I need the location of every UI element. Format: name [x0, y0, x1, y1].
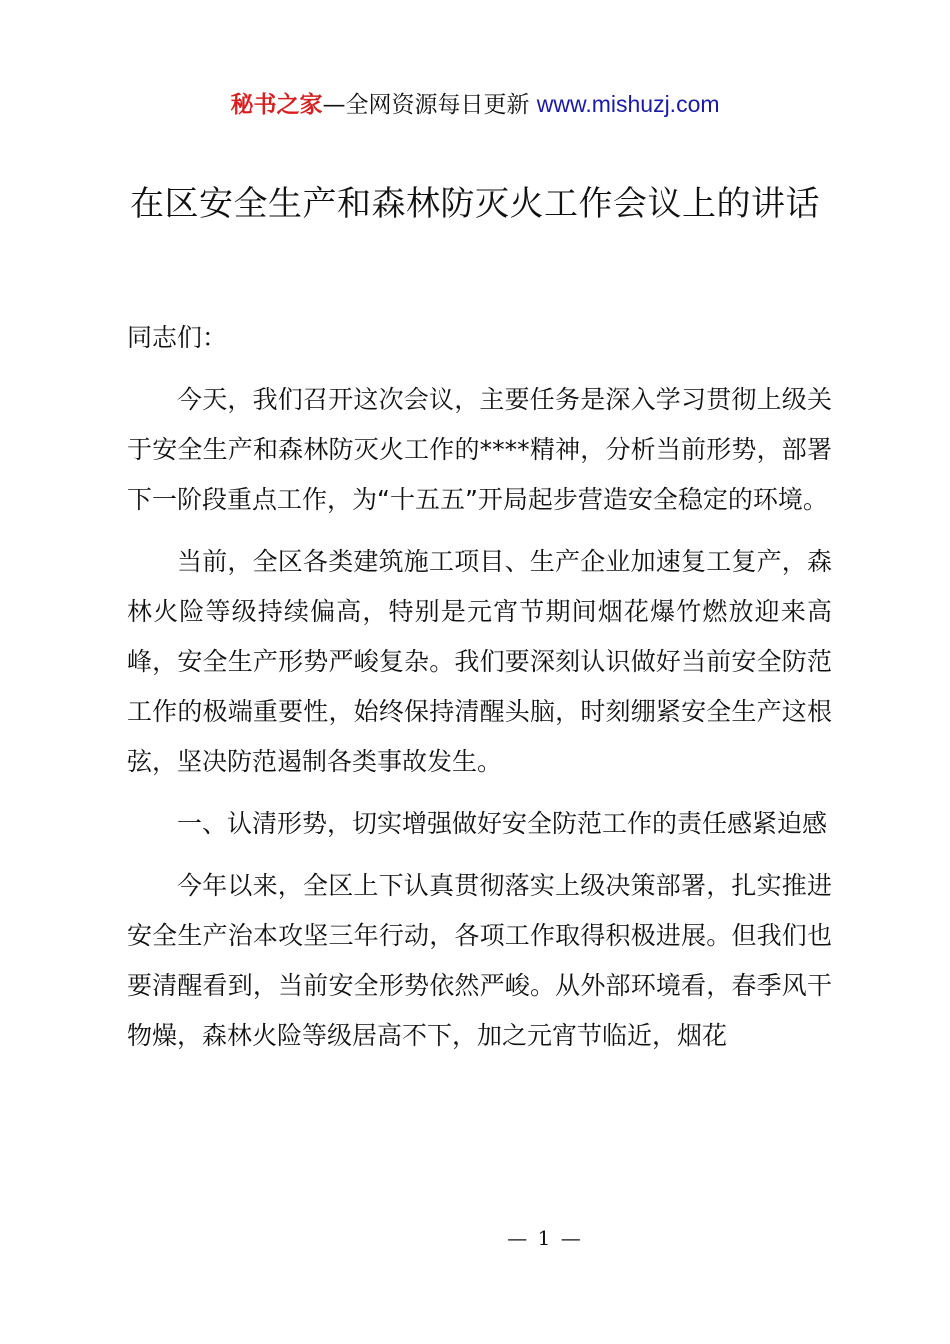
salutation: 同志们：: [127, 323, 228, 352]
site-url-link[interactable]: www.mishuzj.com: [536, 91, 720, 117]
body-paragraph: 当前，全区各类建筑施工项目、生产企业加速复工复产，森林火险等级持续偏高，特别是元宵节期间烟花爆竹燃放迎来高峰，安全生产形势严峻复杂。我们要深刻认识做好当前安全防范工作的极端重要性，始终保持清醒头脑，时刻绷紧安全生产这根弦，坚决防范遏制各类事故发生。: [127, 547, 832, 776]
site-brand[interactable]: 秘书之家: [230, 92, 323, 118]
site-header: [0, 88, 950, 121]
page-number: — 1 —: [507, 1226, 583, 1250]
document-body: [127, 313, 832, 1073]
site-tagline: —全网资源每日更新: [322, 92, 530, 118]
body-paragraph: 今年以来，全区上下认真贯彻落实上级决策部署，扎实推进安全生产治本攻坚三年行动，各项工作取得积极进展。但我们也要清醒看到，当前安全形势依然严峻。从外部环境看，春季风干物燥，森林火险等级居高不下，加之元宵节临近，烟花: [127, 871, 832, 1050]
section-heading: 一、认清形势，切实增强做好安全防范工作的责任感紧迫感: [177, 809, 828, 838]
body-paragraph: 今天，我们召开这次会议，主要任务是深入学习贯彻上级关于安全生产和森林防灭火工作的****精神，分析当前形势，部署下一阶段重点工作，为“十五五”开局起步营造安全稳定的环境。: [127, 385, 832, 514]
document-title: 在区安全生产和森林防灭火工作会议上的讲话: [130, 184, 820, 224]
